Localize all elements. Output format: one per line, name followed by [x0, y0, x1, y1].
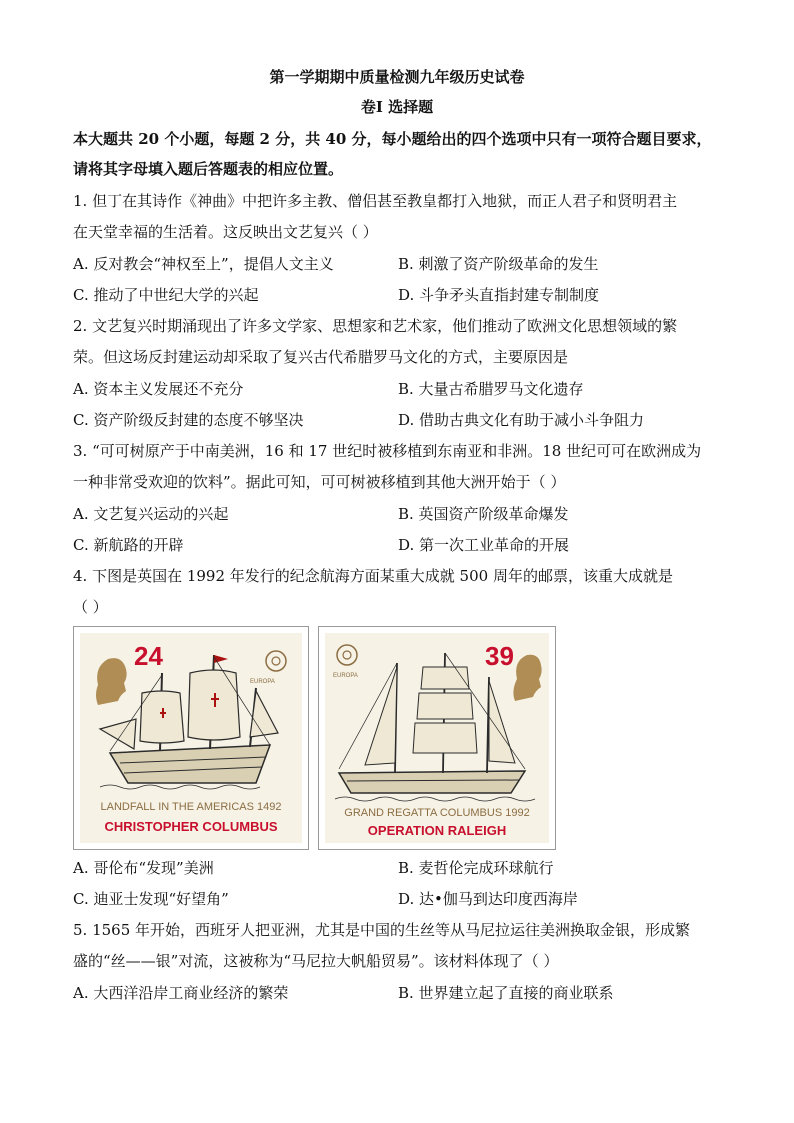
stamp-columbus-caption-2: CHRISTOPHER COLUMBUS: [104, 819, 278, 834]
question-2-option-b: B. 大量古希腊罗马文化遗存: [398, 380, 584, 398]
question-2-option-c: C. 资产阶级反封建的态度不够坚决: [73, 411, 304, 429]
question-2-option-d: D. 借助古典文化有助于减小斗争阻力: [398, 411, 645, 429]
stamp-columbus-value: 24: [134, 641, 163, 671]
stamp-raleigh-caption-2: OPERATION RALEIGH: [367, 823, 507, 838]
stamp-raleigh-face: [325, 633, 549, 843]
question-1-option-a: A. 反对教会“神权至上”，提倡人文主义: [73, 255, 334, 273]
question-3-option-b: B. 英国资产阶级革命爆发: [398, 505, 569, 523]
question-5-option-a: A. 大西洋沿岸工商业经济的繁荣: [73, 984, 289, 1002]
question-1-option-d: D. 斗争矛头直指封建专制制度: [398, 286, 600, 304]
instructions-line-2: 请将其字母填入题后答题表的相应位置。: [73, 160, 344, 178]
question-1-line-1: 1. 但丁在其诗作《神曲》中把许多主教、僧侣甚至教皇都打入地狱，而正人君子和贤明君主: [73, 192, 678, 210]
question-3-option-c: C. 新航路的开辟: [73, 536, 184, 554]
question-2-option-a: A. 资本主义发展还不充分: [73, 380, 244, 398]
stamp-raleigh: [318, 626, 556, 850]
instructions-line-1: 本大题共 20 个小题，每题 2 分，共 40 分，每小题给出的四个选项中只有一项符合题目要求，: [73, 130, 712, 148]
question-4-option-b: B. 麦哲伦完成环球航行: [398, 859, 554, 877]
question-3-line-1: 3. “可可树原产于中南美洲，16 和 17 世纪时被移植到东南亚和非洲。18 世纪可可在欧洲成为: [73, 442, 702, 460]
question-4-option-c: C. 迪亚士发现“好望角”: [73, 890, 229, 908]
question-3-line-2: 一种非常受欢迎的饮料”。据此可知，可可树被移植到其他大洲开始于（ ）: [73, 473, 566, 491]
question-4-line-2: （ ）: [73, 598, 108, 616]
question-5-option-b: B. 世界建立起了直接的商业联系: [398, 984, 614, 1002]
stamp-raleigh-europa: EUROPA: [333, 673, 358, 679]
question-4-line-1: 4. 下图是英国在 1992 年发行的纪念航海方面某重大成就 500 周年的邮票，该重大成就是: [73, 567, 673, 585]
question-1-line-2: 在天堂幸福的生活着。这反映出文艺复兴（ ）: [73, 223, 378, 241]
question-1-option-b: B. 刺激了资产阶级革命的发生: [398, 255, 599, 273]
section-title: 卷Ⅰ 选择题: [360, 98, 434, 116]
question-3-option-d: D. 第一次工业革命的开展: [398, 536, 570, 554]
question-3-option-a: A. 文艺复兴运动的兴起: [73, 505, 229, 523]
stamp-raleigh-caption-1: GRAND REGATTA COLUMBUS 1992: [344, 807, 530, 819]
stamp-columbus-caption-1: LANDFALL IN THE AMERICAS 1492: [100, 801, 282, 813]
question-5-line-1: 5. 1565 年开始，西班牙人把亚洲，尤其是中国的生丝等从马尼拉运往美洲换取金银，形成繁: [73, 921, 691, 939]
question-5-line-2: 盛的“丝——银”对流，这被称为“马尼拉大帆船贸易”。该材料体现了（ ）: [73, 952, 559, 970]
question-2-line-1: 2. 文艺复兴时期涌现出了许多文学家、思想家和艺术家，他们推动了欧洲文化思想领域的繁: [73, 317, 678, 335]
question-2-line-2: 荣。但这场反封建运动却采取了复兴古代希腊罗马文化的方式，主要原因是: [73, 348, 569, 366]
question-1-option-c: C. 推动了中世纪大学的兴起: [73, 286, 259, 304]
question-4-option-a: A. 哥伦布“发现”美洲: [73, 859, 214, 877]
stamp-columbus-europa: EUROPA: [250, 679, 275, 685]
stamp-columbus-face: [80, 633, 302, 843]
stamp-columbus: [73, 626, 309, 850]
question-4-option-d: D. 达•伽马到达印度西海岸: [398, 890, 578, 908]
exam-title: 第一学期期中质量检测九年级历史试卷: [269, 68, 525, 86]
stamp-raleigh-value: 39: [485, 641, 514, 671]
